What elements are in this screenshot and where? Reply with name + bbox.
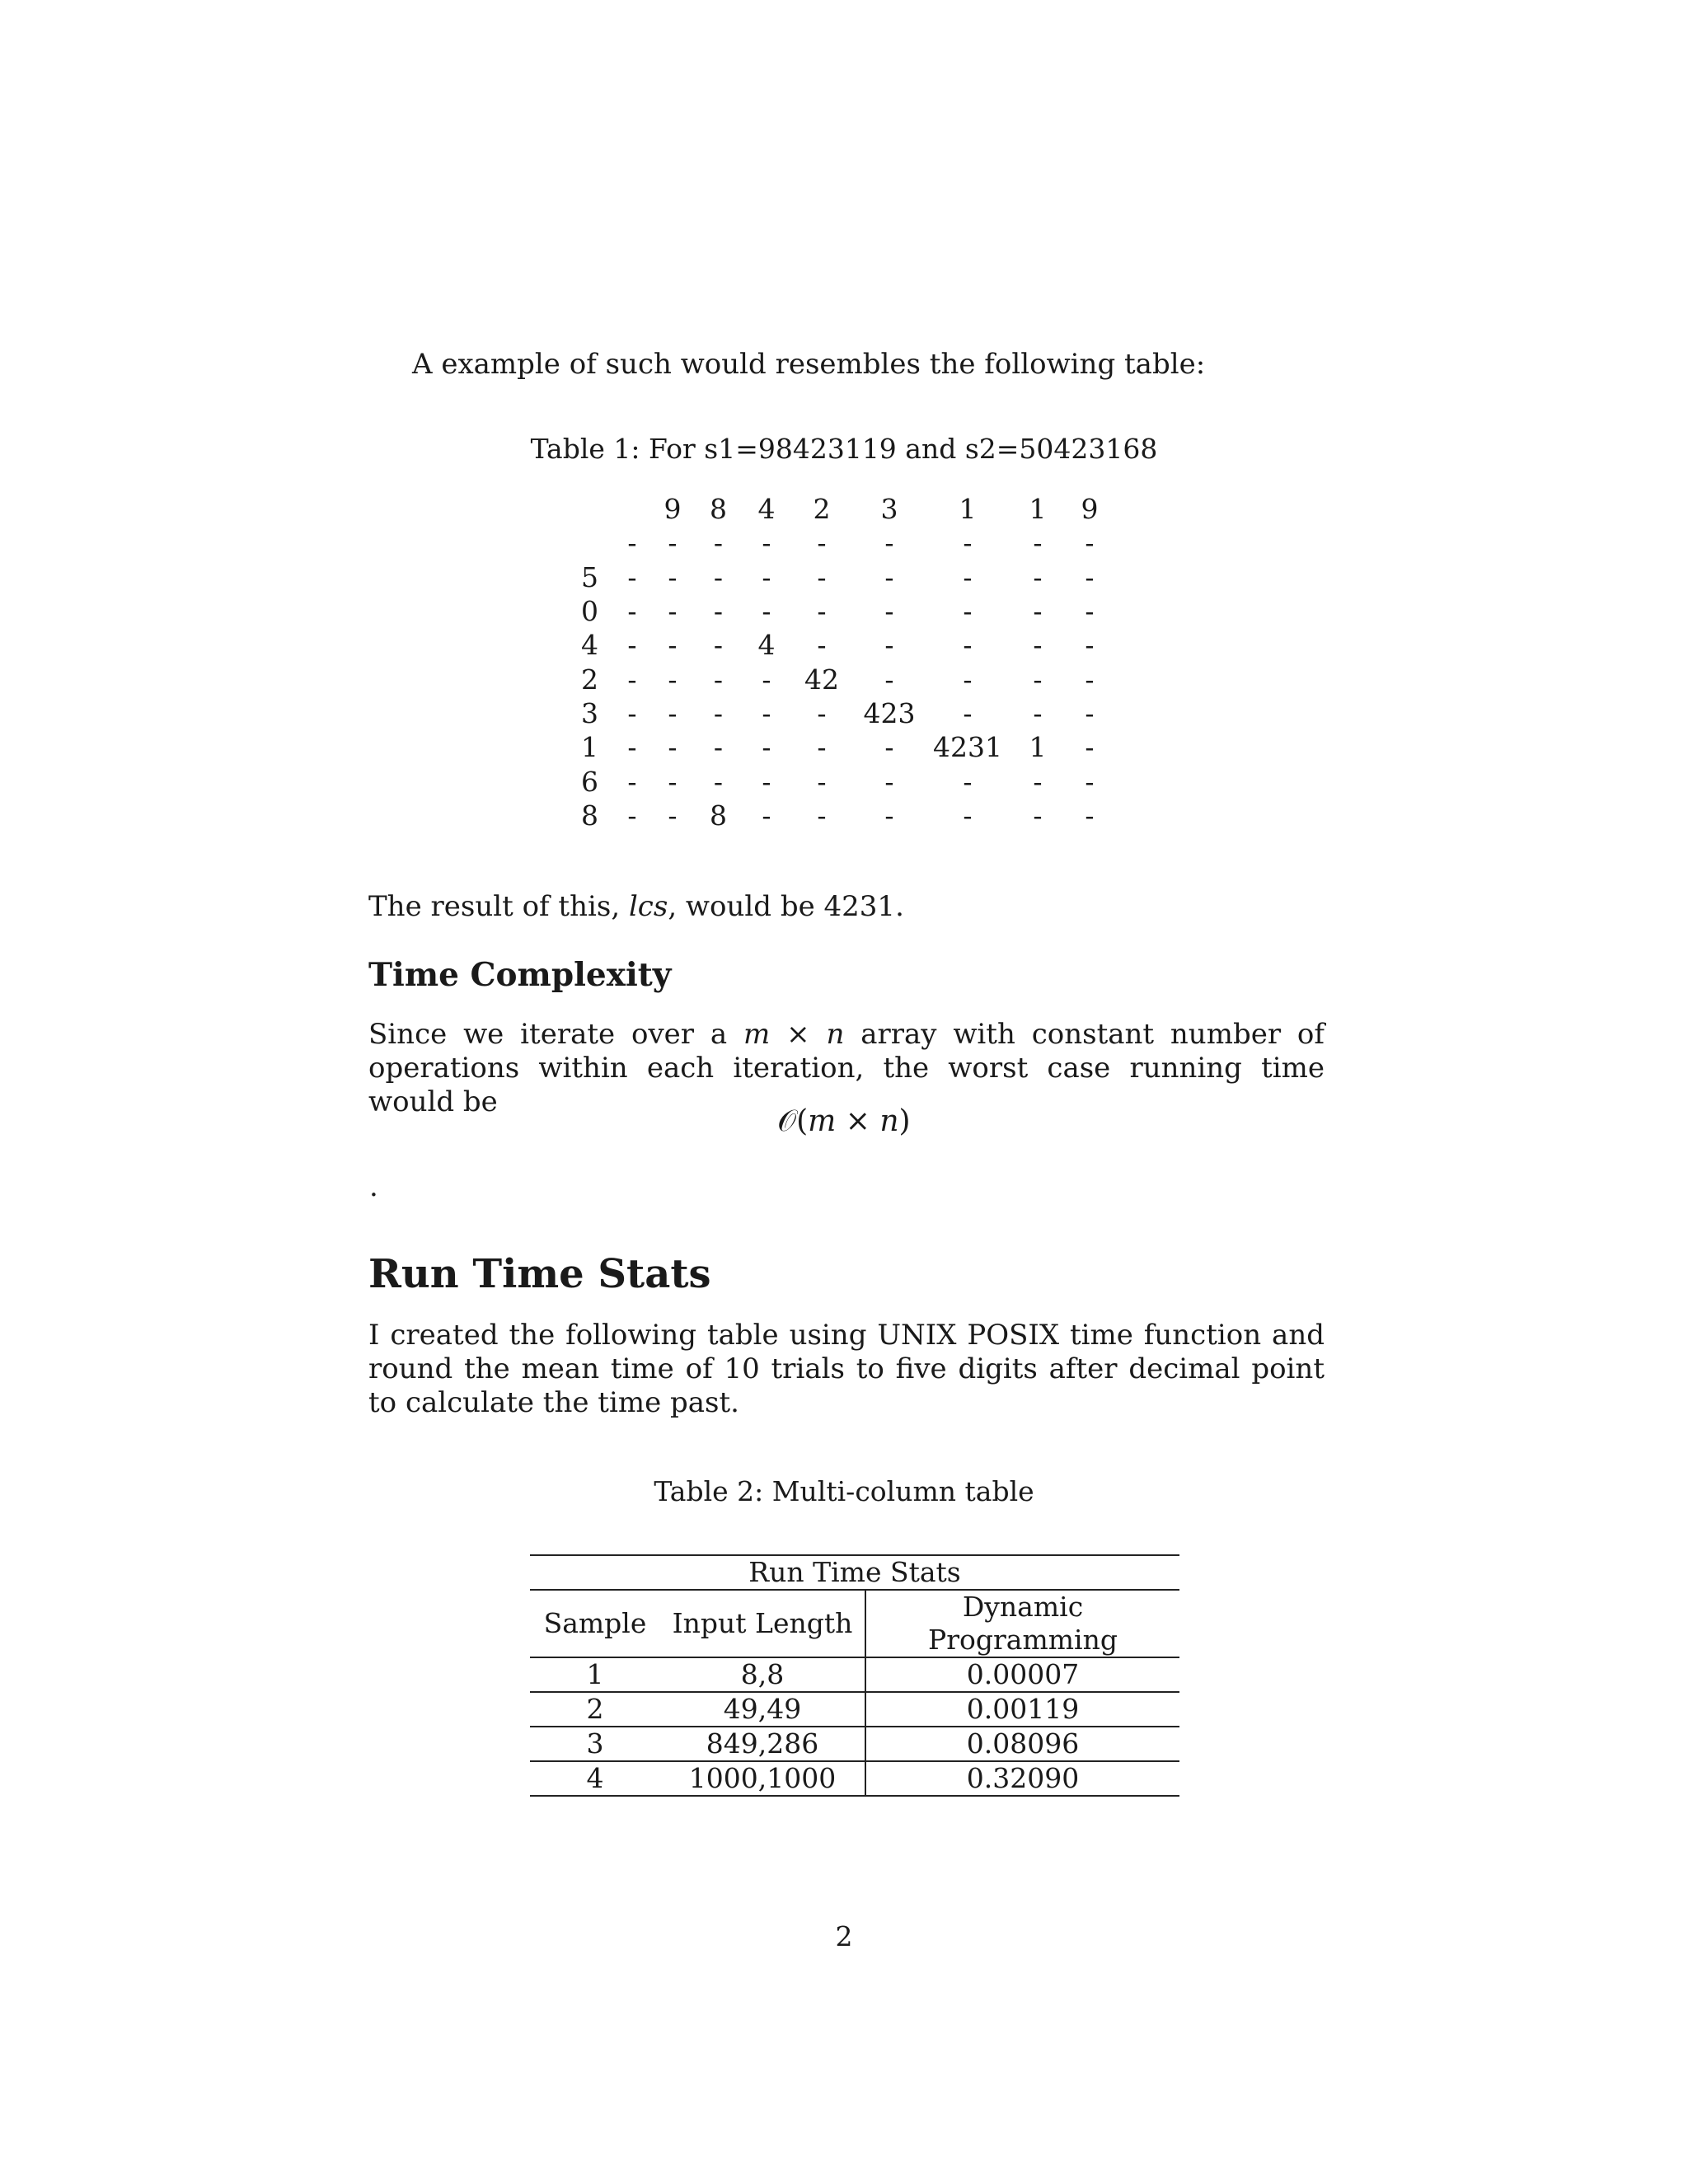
lcs-cell: - (884, 731, 894, 764)
lcs-cell: - (1033, 663, 1043, 696)
table1-caption: Table 1: For s1=98423119 and s2=50423168 (530, 433, 1158, 465)
lcs-row (581, 799, 1113, 832)
formula-var-m: m (808, 1104, 837, 1138)
lcs-cell: - (963, 629, 973, 662)
header-sample: Sample (530, 1590, 660, 1657)
lcs-cell: - (668, 765, 678, 798)
lcs-cell: - (1085, 765, 1095, 798)
lcs-cell: - (713, 527, 724, 560)
table-row (530, 1727, 1179, 1761)
lcs-cell: - (1033, 595, 1043, 628)
lcs-row (581, 628, 1113, 662)
group-header: Run Time Stats (530, 1555, 1179, 1590)
lcs-cell: - (1033, 527, 1043, 560)
lcs-cell: - (762, 527, 771, 560)
cell-sample: 1 (530, 1657, 660, 1692)
formula-times: × (836, 1104, 880, 1138)
lcs-cell: - (713, 629, 724, 662)
lcs-cell (614, 492, 650, 526)
lcs-cell (581, 526, 614, 560)
run-time-stats-heading: Run Time Stats (368, 1251, 711, 1297)
page-number: 2 (835, 1920, 853, 1952)
lcs-cell: - (762, 696, 771, 729)
lcs-cell: 4231 (933, 731, 1002, 764)
lcs-cell: 1 (581, 731, 598, 764)
lcs-cell: - (668, 799, 678, 832)
lcs-cell: 423 (863, 696, 916, 729)
lcs-cell: - (817, 595, 827, 628)
trailing-period: . (369, 1170, 378, 1203)
table-row (530, 1761, 1179, 1796)
lcs-cell: 8 (581, 799, 598, 832)
formula-open-paren: ( (796, 1104, 809, 1138)
table-row (530, 1692, 1179, 1727)
formula-close-paren: ) (898, 1104, 911, 1138)
lcs-cell: 1 (1029, 493, 1047, 526)
result-text-before: The result of this, (368, 890, 629, 923)
lcs-cell: - (1033, 560, 1043, 593)
lcs-cell: - (713, 595, 724, 628)
lcs-row (581, 594, 1113, 628)
lcs-cell: - (762, 799, 771, 832)
lcs-cell: - (668, 629, 678, 662)
lcs-cell: - (817, 731, 827, 764)
lcs-cell: - (1033, 765, 1043, 798)
lcs-cell: - (1033, 799, 1043, 832)
lcs-cell: - (884, 799, 894, 832)
lcs-cell: - (817, 765, 827, 798)
lcs-cell: - (884, 595, 894, 628)
lcs-cell: - (884, 629, 894, 662)
lcs-cell: - (884, 765, 894, 798)
lcs-cell: - (817, 696, 827, 729)
lcs-cell: - (627, 696, 637, 729)
header-dynamic-programming: Dynamic Programming (865, 1590, 1179, 1657)
lcs-cell: - (963, 527, 973, 560)
lcs-cell: - (627, 629, 637, 662)
lcs-cell: - (713, 663, 724, 696)
lcs-cell: 4 (757, 493, 776, 526)
lcs-cell: 2 (813, 493, 831, 526)
cell-time: 0.00007 (865, 1657, 1179, 1692)
lcs-cell: - (762, 731, 771, 764)
complexity-formula (0, 1104, 1688, 1139)
intro-text: A example of such would resembles the following table: (412, 348, 1206, 381)
lcs-cell: - (1085, 527, 1095, 560)
big-o-symbol: 𝒪 (777, 1104, 797, 1138)
cell-input-length: 49,49 (660, 1692, 865, 1727)
lcs-cell: - (817, 560, 827, 593)
cell-input-length: 1000,1000 (660, 1761, 865, 1796)
time-complexity-heading: Time Complexity (368, 956, 672, 994)
lcs-cell: 0 (581, 595, 598, 628)
lcs-cell: 42 (804, 663, 839, 696)
group-header-row (530, 1555, 1179, 1590)
lcs-cell: - (627, 595, 637, 628)
lcs-cell: - (884, 560, 894, 593)
lcs-row (581, 662, 1113, 696)
lcs-cell: 6 (581, 765, 598, 798)
lcs-cell: - (713, 696, 724, 729)
lcs-header-row (581, 492, 1113, 526)
lcs-matrix-table (581, 492, 1113, 832)
lcs-cell: 5 (581, 560, 598, 593)
lcs-cell: - (713, 765, 724, 798)
lcs-cell: - (963, 560, 973, 593)
lcs-cell: 9 (663, 493, 682, 526)
lcs-cell: - (1085, 629, 1095, 662)
cell-sample: 4 (530, 1761, 660, 1796)
lcs-cell: - (1085, 696, 1095, 729)
lcs-cell: - (1085, 731, 1095, 764)
lcs-cell: - (762, 765, 771, 798)
lcs-cell: 3 (581, 696, 598, 729)
formula-var-n: n (879, 1104, 899, 1138)
lcs-cell: 4 (757, 629, 776, 662)
lcs-cell: - (627, 560, 637, 593)
cell-input-length: 8,8 (660, 1657, 865, 1692)
lcs-cell: - (762, 560, 771, 593)
run-time-stats-paragraph: I created the following table using UNIX POSIX time function and round the mean time of 10 trials to five digits after decimal point to calculate the time past. (368, 1319, 1325, 1419)
lcs-row (581, 560, 1113, 594)
lcs-cell: - (1085, 560, 1095, 593)
lcs-cell: - (762, 663, 771, 696)
lcs-cell: 3 (880, 493, 898, 526)
table2-caption: Table 2: Multi-column table (654, 1475, 1034, 1507)
column-header-row (530, 1590, 1179, 1657)
cell-time: 0.32090 (865, 1761, 1179, 1796)
var-m: m (743, 1018, 771, 1051)
lcs-cell: - (627, 663, 637, 696)
lcs-cell: 1 (1029, 731, 1047, 764)
lcs-cell: - (1085, 799, 1095, 832)
lcs-cell: 9 (1081, 493, 1099, 526)
lcs-cell: - (1085, 663, 1095, 696)
cell-sample: 3 (530, 1727, 660, 1761)
run-time-stats-table (530, 1554, 1179, 1797)
lcs-cell: 8 (710, 799, 727, 832)
lcs-cell: - (627, 799, 637, 832)
lcs-cell: - (668, 595, 678, 628)
lcs-cell: 8 (710, 493, 727, 526)
lcs-cell: - (713, 560, 724, 593)
tc-text-before: Since we iterate over a (368, 1018, 743, 1051)
lcs-cell: - (884, 527, 894, 560)
lcs-row (581, 730, 1113, 764)
lcs-cell: - (713, 731, 724, 764)
lcs-cell: - (668, 731, 678, 764)
cell-time: 0.00119 (865, 1692, 1179, 1727)
var-n: n (826, 1018, 845, 1051)
lcs-cell: - (668, 663, 678, 696)
lcs-cell: - (1085, 595, 1095, 628)
header-input-length: Input Length (660, 1590, 865, 1657)
lcs-row (581, 764, 1113, 798)
lcs-cell: - (668, 527, 678, 560)
lcs-cell: - (963, 799, 973, 832)
lcs-cell: - (963, 765, 973, 798)
lcs-cell: - (963, 595, 973, 628)
lcs-cell: - (668, 696, 678, 729)
cell-time: 0.08096 (865, 1727, 1179, 1761)
result-text-after: , would be 4231. (668, 890, 904, 923)
lcs-cell: - (627, 731, 637, 764)
table-row (530, 1657, 1179, 1692)
lcs-variable: lcs (628, 890, 668, 923)
lcs-cell: - (627, 765, 637, 798)
lcs-cell: - (817, 527, 827, 560)
result-paragraph (368, 890, 1325, 924)
lcs-row (581, 526, 1113, 560)
lcs-cell: 4 (581, 629, 598, 662)
tc-text-after: array with constant number of operations within each iteration, the worst case running time would be (368, 1018, 1325, 1118)
lcs-cell: - (884, 663, 894, 696)
cell-input-length: 849,286 (660, 1727, 865, 1761)
lcs-cell: - (963, 696, 973, 729)
lcs-cell: 1 (959, 493, 977, 526)
lcs-cell: - (627, 527, 637, 560)
lcs-cell: - (963, 663, 973, 696)
lcs-cell: - (1033, 696, 1043, 729)
lcs-cell: - (668, 560, 678, 593)
lcs-cell: - (817, 629, 827, 662)
cell-sample: 2 (530, 1692, 660, 1727)
lcs-cell: - (762, 595, 771, 628)
lcs-cell: 2 (581, 663, 598, 696)
lcs-cell: - (1033, 629, 1043, 662)
lcs-row (581, 696, 1113, 730)
times-symbol: × (770, 1018, 827, 1051)
lcs-cell (581, 492, 614, 526)
lcs-cell: - (817, 799, 827, 832)
